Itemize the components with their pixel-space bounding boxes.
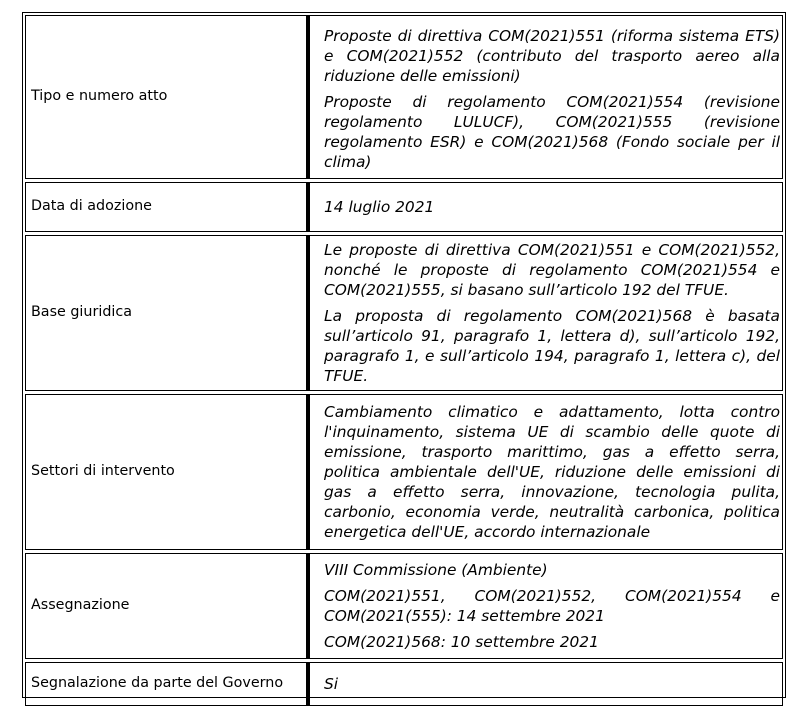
table-row-data [25,182,783,232]
value-tipo [307,15,783,179]
table-row-tipo [25,15,783,179]
value-settori [307,394,783,550]
label-segnalazione: Segnalazione da parte del Governo [25,662,307,706]
label-settori: Settori di intervento [25,394,307,550]
tipo-direttiva-text: Proposte di direttiva COM(2021)551 (riforma sistema ETS) e COM(2021)552 (contributo del trasporto aereo alla riduzione delle emissioni) [324,26,780,85]
base-direttiva-text: Le proposte di direttiva COM(2021)551 e COM(2021)552, nonché le proposte di regolamento COM(2021)554 e COM(2021)555, si basano sull’articolo 192 del TFUE. [324,241,780,299]
table-row-assegnazione [25,553,783,659]
assegnazione-date-1: COM(2021)551, COM(2021)552, COM(2021)554 e COM(2021(555): 14 settembre 2021 [324,587,780,625]
settori-text: Cambiamento climatico e adattamento, lotta contro l'inquinamento, sistema UE di scambio delle quote di emissione, trasporto marittimo, gas a effetto serra, politica ambientale dell'UE, riduzione delle emissioni di gas a effetto serra, innovazione, tecnologia pulita, carbonio, economia verde, neutralità carbonica, politica energetica dell'UE, accordo internazionale [324,403,780,541]
table-row-settori [25,394,783,550]
base-regolamento-text: La proposta di regolamento COM(2021)568 è basata sull’articolo 91, paragrafo 1, lettera d), sull’articolo 192, paragrafo 1, e sull’articolo 194, paragrafo 1, lettera c), del TFUE. [324,307,780,385]
label-base: Base giuridica [25,235,307,391]
table-row-base [25,235,783,391]
value-base [307,235,783,391]
table-row-segnalazione [25,662,783,706]
assegnazione-date-2: COM(2021)568: 10 settembre 2021 [324,633,599,651]
assegnazione-commissione: VIII Commissione (Ambiente) [324,561,548,579]
value-assegnazione [307,553,783,659]
info-table [25,12,783,709]
label-tipo: Tipo e numero atto [25,15,307,179]
value-segnalazione: Si [307,662,783,706]
tipo-regolamento-text: Proposte di regolamento COM(2021)554 (revisione regolamento LULUCF), COM(2021)555 (revisione regolamento ESR) e COM(2021)568 (Fondo sociale per il clima) [324,92,780,171]
label-assegnazione: Assegnazione [25,553,307,659]
value-data: 14 luglio 2021 [307,182,783,232]
label-data: Data di adozione [25,182,307,232]
